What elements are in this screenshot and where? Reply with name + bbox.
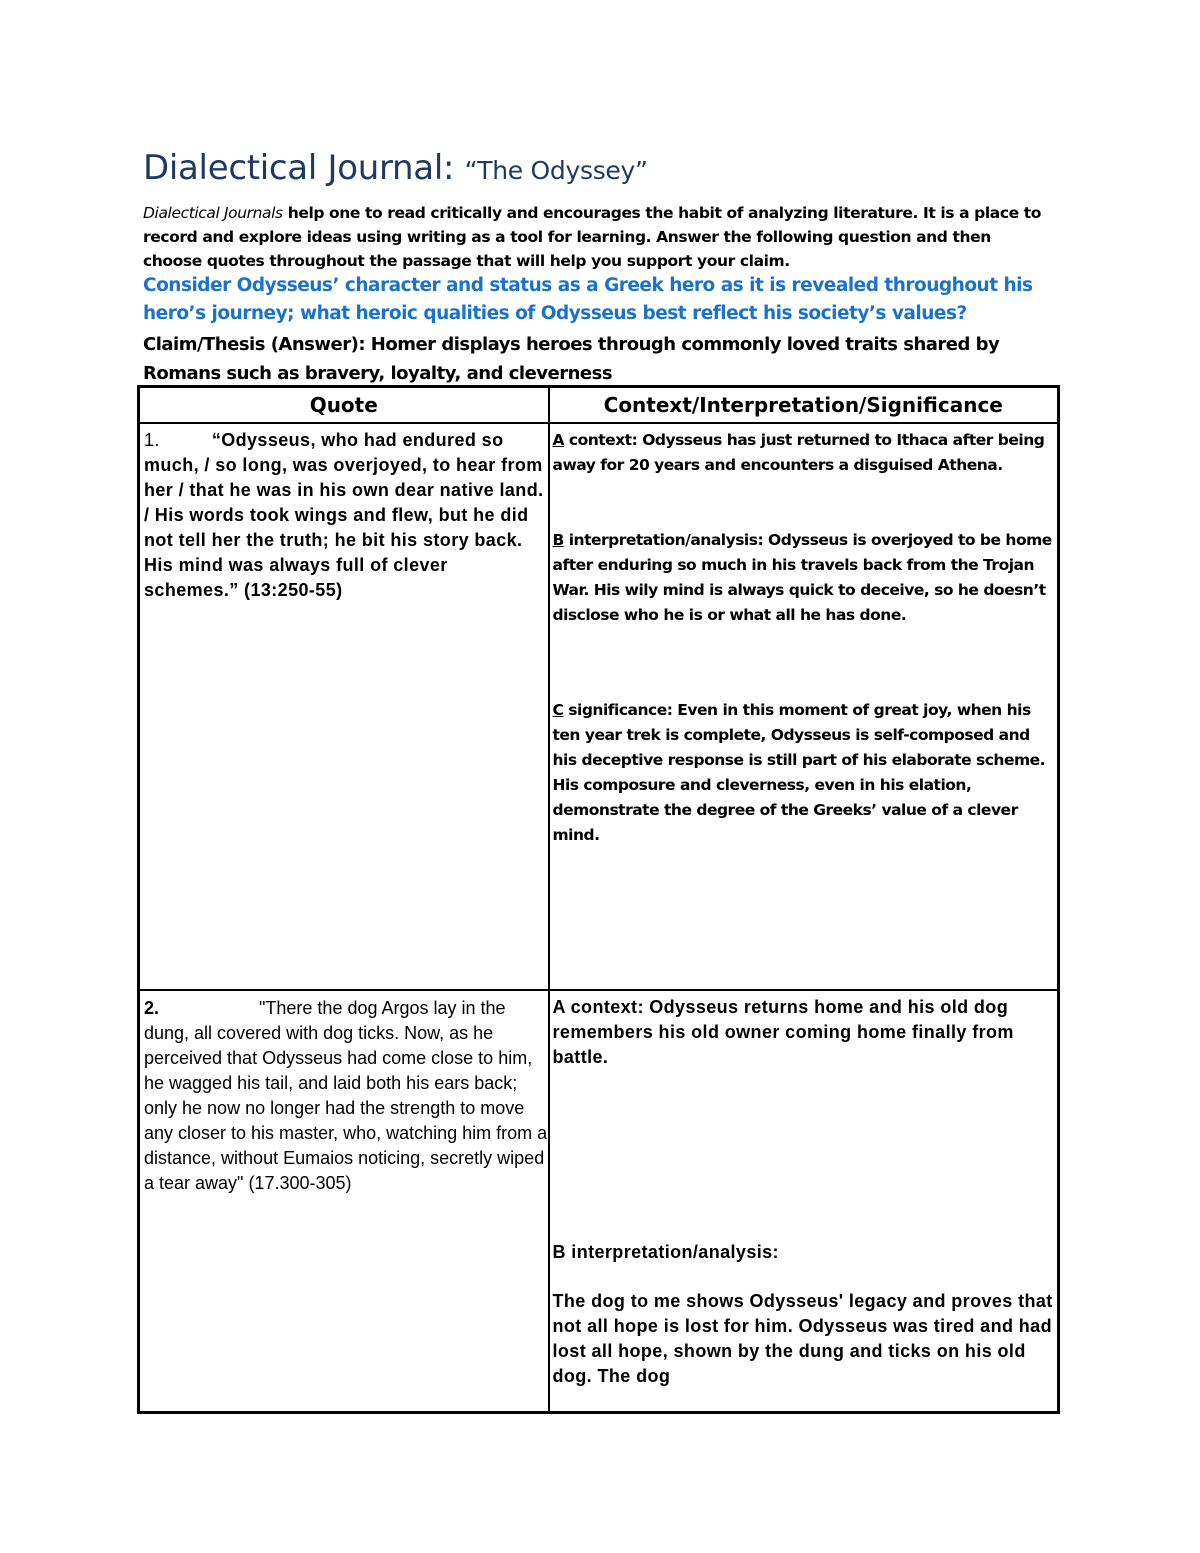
table-row [139, 990, 1059, 1413]
prompt-question: Consider Odysseus’ character and status as a Greek hero as it is revealed throughout his hero’s journey; what heroic qualities of Odysseus best reflect his society’s values? [143, 275, 1033, 324]
context-a: A context: Odysseus returns home and his old dog remembers his old owner coming home finally from battle. [552, 997, 1014, 1067]
context-cell-2 [549, 990, 1059, 1413]
quote-cell-1 [139, 423, 549, 990]
title-main: Dialectical Journal: [143, 148, 465, 188]
table-header-row [139, 387, 1059, 424]
context-a: A context: Odysseus has just returned to Ithaca after being away for 20 years and encounters a disguised Athena. [552, 431, 1045, 474]
intro-text: help one to read critically and encourages the habit of analyzing literature. It is a place to record and explore ideas using writing as a tool for learning. Answer the following question and then choose quotes throughout the passage that will help you support your claim. [143, 204, 1041, 270]
header-context: Context/Interpretation/Significance [549, 387, 1059, 424]
intro-paragraph [143, 201, 1043, 273]
title-work: “The Odyssey” [464, 156, 648, 185]
intro-italic: Dialectical Journals [143, 204, 283, 222]
entry-number: 1. [144, 430, 160, 450]
header-quote: Quote [139, 387, 549, 424]
interpretation-b-heading: B interpretation/analysis: [552, 1242, 779, 1262]
claim-thesis: Claim/Thesis (Answer): Homer displays heroes through commonly loved traits shared by Romans such as bravery, loyalty, and cleverness [143, 334, 1000, 384]
entry-number: 2. [144, 998, 160, 1018]
significance-c: C significance: Even in this moment of great joy, when his ten year trek is complete, Odysseus is self-composed and his deceptive response is still part of his elaborate scheme. His composure and cleverness, even in his elation, demonstrate the degree of the Greeks’ value of a clever mind. [552, 701, 1046, 844]
entry-quote: "There the dog Argos lay in the dung, all covered with dog ticks. Now, as he perceived that Odysseus had come close to him, he wagged his tail, and laid both his ears back; only he now no longer had the strength to move any closer to his master, who, watching him from a distance, without Eumaios noticing, secretly wiped a tear away" (17.300-305) [144, 998, 548, 1193]
table-row [139, 423, 1059, 990]
context-cell-1 [549, 423, 1059, 990]
quote-cell-2 [139, 990, 549, 1413]
page-title [143, 148, 648, 188]
entry-quote: “Odysseus, who had endured so much, / so long, was overjoyed, to hear from her / that he was in his own dear native land. / His words took wings and flew, but he did not tell her the truth; he bit his story back. His mind was always full of clever schemes.” (13:250-55) [144, 430, 544, 600]
journal-table [137, 385, 1060, 1414]
interpretation-b: B interpretation/analysis: Odysseus is overjoyed to be home after enduring so much in his travels back from the Trojan War. His wily mind is always quick to deceive, so he doesn’t disclose who he is or what all he has done. [552, 531, 1052, 624]
interpretation-b-text: The dog to me shows Odysseus' legacy and proves that not all hope is lost for him. Odysseus was tired and had lost all hope, shown by the dung and ticks on his old dog. The dog [552, 1291, 1053, 1386]
